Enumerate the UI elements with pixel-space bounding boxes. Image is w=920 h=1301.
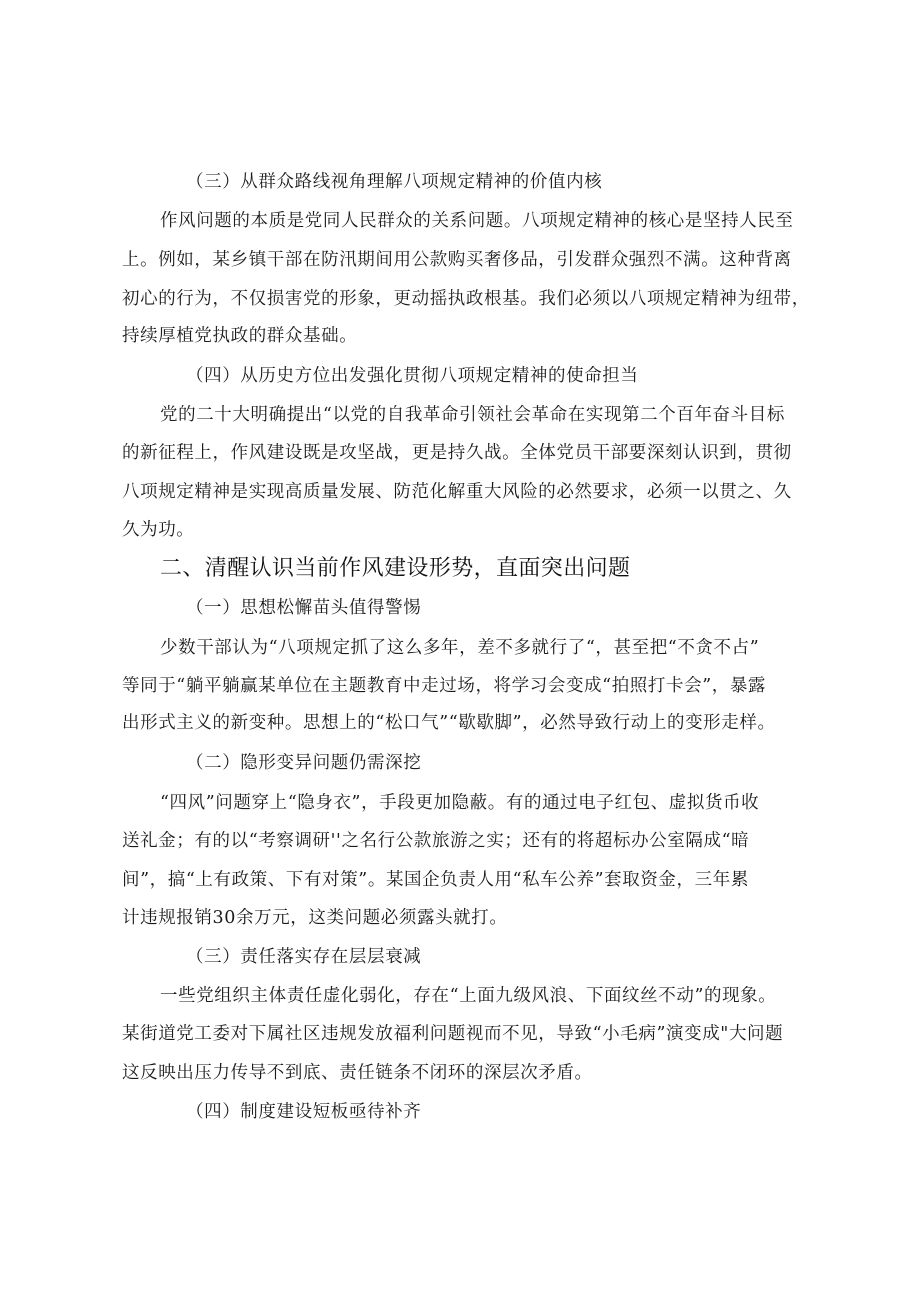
subsection-heading: （四）制度建设短板亟待补齐 (186, 1102, 422, 1122)
paragraph-line: 上。例如，某乡镇干部在防汛期间用公款购买奢侈品，引发群众强烈不满。这种背离 (122, 250, 792, 270)
paragraph-line: 间”，搞“上有政策、下有对策”。某国企负责人用“私车公养”套取资金，三年累 (122, 870, 749, 890)
paragraph-line: 一些党组织主体责任虚化弱化，存在“上面九级风浪、下面纹丝不动”的现象。 (160, 986, 777, 1006)
paragraph-line: 初心的行为，不仅损害党的形象，更动摇执政根基。我们必须以八项规定精神为纽带， (122, 289, 810, 309)
paragraph-line: 某街道党工委对下属社区违规发放福利问题视而不见，导致“小毛病”演变成"大问题 (122, 1024, 784, 1044)
section-heading: （四）从历史方位出发强化贯彻八项规定精神的使命担当 (186, 366, 639, 386)
paragraph-line: 出形式主义的新变种。思想上的“松口气”“歇歇脚”，必然导致行动上的变形走样。 (122, 713, 776, 733)
paragraph-line: 少数干部认为“八项规定抓了这么多年，差不多就行了“，甚至把“不贪不占” (160, 638, 760, 658)
paragraph-line: 等同于“躺平躺赢某单位在主题教育中走过场，将学习会变成“拍照打卡会”，暴露 (122, 676, 767, 696)
paragraph-line: 作风问题的本质是党同人民群众的关系问题。八项规定精神的核心是坚持人民至 (160, 211, 794, 231)
paragraph-line: 这反映出压力传导不到底、责任链条不闭环的深层次矛盾。 (122, 1063, 593, 1083)
paragraph-line: 党的二十大明确提出“以党的自我革命引领社会革命在实现第二个百年奋斗目标 (160, 405, 785, 425)
paragraph-line: 八项规定精神是实现高质量发展、防范化解重大风险的必然要求，必须一以贯之、久 (122, 482, 792, 502)
section-heading: （三）从群众路线视角理解八项规定精神的价值内核 (186, 172, 603, 192)
paragraph-line: 计违规报销30余万元，这类问题必须露头就打。 (122, 908, 508, 928)
part-two-title: 二、清醒认识当前作风建设形势，直面突出问题 (160, 556, 631, 581)
paragraph-line: “四风”问题穿上“隐身衣”，手段更加隐蔽。有的通过电子红包、虚拟货币收 (160, 793, 760, 813)
subsection-heading: （二）隐形变异问题仍需深挖 (186, 753, 422, 773)
paragraph-line: 送礼金；有的以“考察调研''之名行公款旅游之实；还有的将超标办公室隔成“暗 (122, 831, 750, 851)
subsection-heading: （三）责任落实存在层层衰减 (186, 947, 422, 967)
paragraph-line: 持续厚植党执政的群众基础。 (122, 326, 358, 346)
paragraph-line: 的新征程上，作风建设既是攻坚战，更是持久战。全体党员干部要深刻认识到，贯彻 (122, 443, 792, 463)
subsection-heading: （一）思想松懈苗头值得警惕 (186, 598, 422, 618)
paragraph-line: 久为功。 (122, 520, 195, 540)
